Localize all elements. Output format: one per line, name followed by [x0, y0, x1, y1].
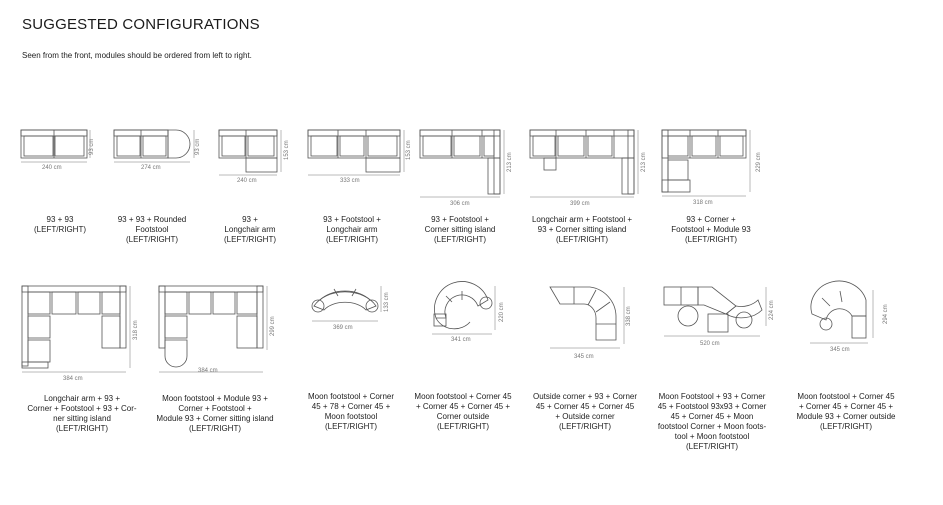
- caption-line: tool + Moon footstool: [674, 432, 750, 441]
- caption-line: Footstool: [135, 225, 169, 234]
- depth-dim: 93 cm: [195, 138, 201, 155]
- caption-line: Longchair arm + 93 +: [43, 394, 121, 403]
- page-subtitle: Seen from the front, modules should be ordered from left to right.: [22, 51, 252, 60]
- caption-line: (LEFT/RIGHT): [556, 235, 608, 244]
- depth-dim: 220 cm: [499, 302, 505, 322]
- caption-line: (LEFT/RIGHT): [189, 424, 241, 433]
- caption-line: 45 + 78 + Corner 45 +: [311, 402, 391, 411]
- caption-line: + Corner 45 + Corner 45 +: [415, 402, 511, 411]
- caption-line: Longchair arm + Footstool +: [531, 215, 633, 224]
- caption-line: 45 + Footstool 93x93 + Corner: [657, 402, 767, 411]
- width-dim: 333 cm: [340, 178, 360, 184]
- caption-line: 93 + Footstool +: [323, 215, 381, 224]
- page-title: SUGGESTED CONFIGURATIONS: [22, 16, 260, 33]
- width-dim: 399 cm: [570, 201, 590, 207]
- width-dim: 345 cm: [574, 354, 594, 360]
- caption-line: Longchair arm: [224, 225, 276, 234]
- width-dim: 384 cm: [198, 368, 218, 374]
- caption-line: Module 93 + Corner sitting island: [156, 414, 274, 423]
- caption-line: 93 + Corner +: [686, 215, 736, 224]
- depth-dim: 224 cm: [769, 300, 775, 320]
- caption-line: (LEFT/RIGHT): [126, 235, 178, 244]
- caption-line: + Corner 45 + Corner 45 +: [798, 402, 894, 411]
- caption-line: footstool Corner + Moon foots-: [657, 422, 767, 431]
- depth-dim: 318 cm: [133, 320, 139, 340]
- caption-line: + Outside corner: [555, 412, 615, 421]
- caption-line: (LEFT/RIGHT): [56, 424, 108, 433]
- caption-line: Corner + Footstool +: [178, 404, 252, 413]
- caption-line: 93 +: [242, 215, 258, 224]
- caption-line: 93 + Corner sitting island: [537, 225, 627, 234]
- caption-line: (LEFT/RIGHT): [434, 235, 486, 244]
- caption-line: (LEFT/RIGHT): [686, 442, 738, 451]
- caption-line: (LEFT/RIGHT): [820, 422, 872, 431]
- width-dim: 274 cm: [141, 165, 161, 171]
- depth-dim: 294 cm: [883, 304, 889, 324]
- width-dim: 240 cm: [42, 165, 62, 171]
- caption-line: Outside corner + 93 + Corner: [532, 392, 638, 401]
- caption-line: Moon footstool + Corner: [307, 392, 395, 401]
- depth-dim: 153 cm: [284, 140, 290, 160]
- caption-line: Moon footstool: [324, 412, 378, 421]
- caption-line: ner sitting island: [53, 414, 111, 423]
- caption-line: Footstool + Module 93: [671, 225, 751, 234]
- depth-dim: 338 cm: [626, 306, 632, 326]
- caption-line: 45 + Corner 45 + Moon: [670, 412, 754, 421]
- width-dim: 369 cm: [333, 325, 353, 331]
- caption-line: Module 93 + Corner outside: [796, 412, 896, 421]
- depth-dim: 213 cm: [641, 152, 647, 172]
- caption-line: Corner + Footstool + 93 + Cor-: [27, 404, 137, 413]
- depth-dim: 213 cm: [507, 152, 513, 172]
- caption-line: Corner outside: [436, 412, 490, 421]
- depth-dim: 153 cm: [406, 140, 412, 160]
- caption-14: [790, 392, 902, 432]
- width-dim: 345 cm: [830, 347, 850, 353]
- caption-line: 45 + Corner 45 + Corner 45: [535, 402, 635, 411]
- width-dim: 341 cm: [451, 337, 471, 343]
- caption-line: (LEFT/RIGHT): [326, 235, 378, 244]
- caption-line: 93 + 93: [46, 215, 74, 224]
- depth-dim: 299 cm: [270, 316, 276, 336]
- width-dim: 240 cm: [237, 178, 257, 184]
- width-dim: 318 cm: [693, 200, 713, 206]
- caption-line: 93 + Footstool +: [431, 215, 489, 224]
- caption-line: Moon footstool + Corner 45: [414, 392, 512, 401]
- caption-line: (LEFT/RIGHT): [224, 235, 276, 244]
- caption-line: (LEFT/RIGHT): [34, 225, 86, 234]
- width-dim: 384 cm: [63, 376, 83, 382]
- caption-line: Corner sitting island: [424, 225, 496, 234]
- depth-dim: 133 cm: [384, 292, 390, 312]
- caption-line: (LEFT/RIGHT): [685, 235, 737, 244]
- caption-line: (LEFT/RIGHT): [559, 422, 611, 431]
- depth-dim: 229 cm: [756, 152, 762, 172]
- caption-line: Moon footstool + Corner 45: [797, 392, 895, 401]
- caption-line: 93 + 93 + Rounded: [117, 215, 187, 224]
- caption-line: (LEFT/RIGHT): [437, 422, 489, 431]
- caption-line: Longchair arm: [326, 225, 378, 234]
- depth-dim: 93 cm: [89, 138, 95, 155]
- caption-line: Moon Footstool + 93 + Corner: [658, 392, 766, 401]
- caption-line: Moon footstool + Module 93 +: [162, 394, 268, 403]
- width-dim: 520 cm: [700, 341, 720, 347]
- width-dim: 306 cm: [450, 201, 470, 207]
- caption-line: (LEFT/RIGHT): [325, 422, 377, 431]
